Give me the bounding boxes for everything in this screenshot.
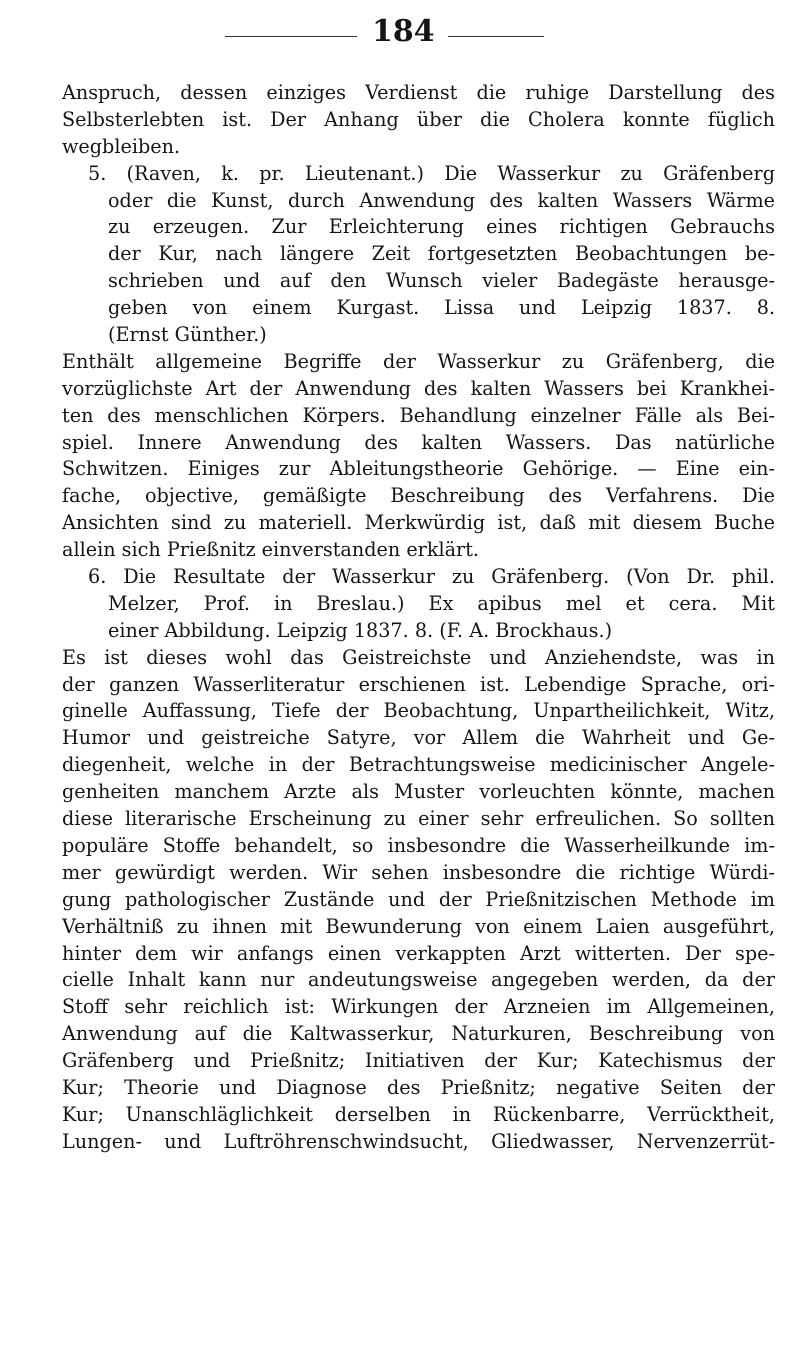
text-line: der Kur, nach längere Zeit fortgesetzten Beobachtungen be- (108, 242, 775, 266)
text-line: einer Abbildung. Leipzig 1837. 8. (F. A. Brockhaus.) (108, 618, 613, 642)
text-line: gung pathologischer Zustände und der Prießnitzischen Methode im (62, 887, 775, 911)
text-line: Schwitzen. Einiges zur Ableitungstheorie Gehörige. — Eine ein- (62, 457, 775, 481)
text-line: schrieben und auf den Wunsch vieler Badegäste herausge- (108, 269, 775, 293)
text-line: mer gewürdigt werden. Wir sehen insbesondre die richtige Würdi- (62, 860, 775, 884)
text-line: allein sich Prießnitz einverstanden erklärt. (62, 538, 480, 562)
text-line: zu erzeugen. Zur Erleichterung eines richtigen Gebrauchs (108, 215, 775, 239)
text-line: Anspruch, dessen einziges Verdienst die ruhige Darstellung des (62, 81, 775, 104)
text-line: Stoff sehr reichlich ist: Wirkungen der Arzneien im Allgemeinen, (62, 995, 775, 1019)
text-line: Lungen- und Luftröhrenschwindsucht, Gliedwasser, Nervenzerrüt- (62, 1129, 775, 1153)
text-line: wegbleiben. (62, 134, 181, 158)
text-line: Es ist dieses wohl das Geistreichste und Anziehendste, was in (62, 645, 775, 669)
text-line: fache, objective, gemäßigte Beschreibung des Verfahrens. Die (62, 484, 775, 508)
text-line: der ganzen Wasserliteratur erschienen ist. Lebendige Sprache, ori- (62, 672, 775, 696)
text-line: Ansichten sind zu materiell. Merkwürdig ist, daß mit diesem Buche (62, 511, 775, 535)
page-number: 184 (372, 14, 435, 49)
text-line: Humor und geistreiche Satyre, vor Allem die Wahrheit und Ge- (62, 726, 775, 750)
text-line: oder die Kunst, durch Anwendung des kalten Wassers Wärme (108, 188, 775, 212)
text-line: diegenheit, welche in der Betrachtungsweise medicinischer Angele- (62, 753, 775, 777)
text-line: Enthält allgemeine Begriffe der Wasserkur zu Gräfenberg, die (62, 349, 775, 373)
text-line: diese literarische Erscheinung zu einer sehr erfreulichen. So sollten (62, 807, 775, 831)
text-line: populäre Stoffe behandelt, so insbesondre die Wasserheilkunde im- (62, 833, 775, 857)
page-header (0, 12, 800, 52)
text-line: geben von einem Kurgast. Lissa und Leipzig 1837. 8. (108, 296, 775, 320)
text-line: spiel. Innere Anwendung des kalten Wassers. Das natürliche (62, 430, 775, 454)
text-line: vorzüglichste Art der Anwendung des kalten Wassers bei Krankhei- (62, 376, 775, 400)
text-line: Kur; Unanschläglichkeit derselben in Rückenbarre, Verrücktheit, (62, 1102, 775, 1126)
text-line: hinter dem wir anfangs einen verkappten Arzt witterten. Der spe- (62, 941, 775, 965)
header-rule-left (225, 36, 357, 37)
text-line: 5. (Raven, k. pr. Lieutenant.) Die Wasserkur zu Gräfenberg (88, 161, 775, 185)
text-line: ten des menschlichen Körpers. Behandlung einzelner Fälle als Bei- (62, 403, 775, 427)
text-line: Kur; Theorie und Diagnose des Prießnitz; negative Seiten der (62, 1075, 775, 1099)
body-text (62, 80, 775, 1156)
text-line: Gräfenberg und Prießnitz; Initiativen der Kur; Katechismus der (62, 1049, 775, 1073)
text-line: (Ernst Günther.) (108, 323, 267, 347)
text-line: 6. Die Resultate der Wasserkur zu Gräfenberg. (Von Dr. phil. (88, 565, 775, 589)
text-line: genheiten manchem Arzte als Muster vorleuchten könnte, machen (62, 780, 775, 804)
text-line: Verhältniß zu ihnen mit Bewunderung von einem Laien ausgeführt, (62, 914, 775, 938)
text-line: Anwendung auf die Kaltwasserkur, Naturkuren, Beschreibung von (62, 1022, 775, 1046)
header-rule-right (448, 36, 544, 37)
text-line: cielle Inhalt kann nur andeutungsweise angegeben werden, da der (62, 968, 775, 992)
text-line: Selbsterlebten ist. Der Anhang über die Cholera konnte füglich (62, 107, 775, 131)
text-line: Melzer, Prof. in Breslau.) Ex apibus mel et cera. Mit (108, 591, 775, 615)
text-line: ginelle Auffassung, Tiefe der Beobachtung, Unpartheilichkeit, Witz, (62, 699, 775, 723)
